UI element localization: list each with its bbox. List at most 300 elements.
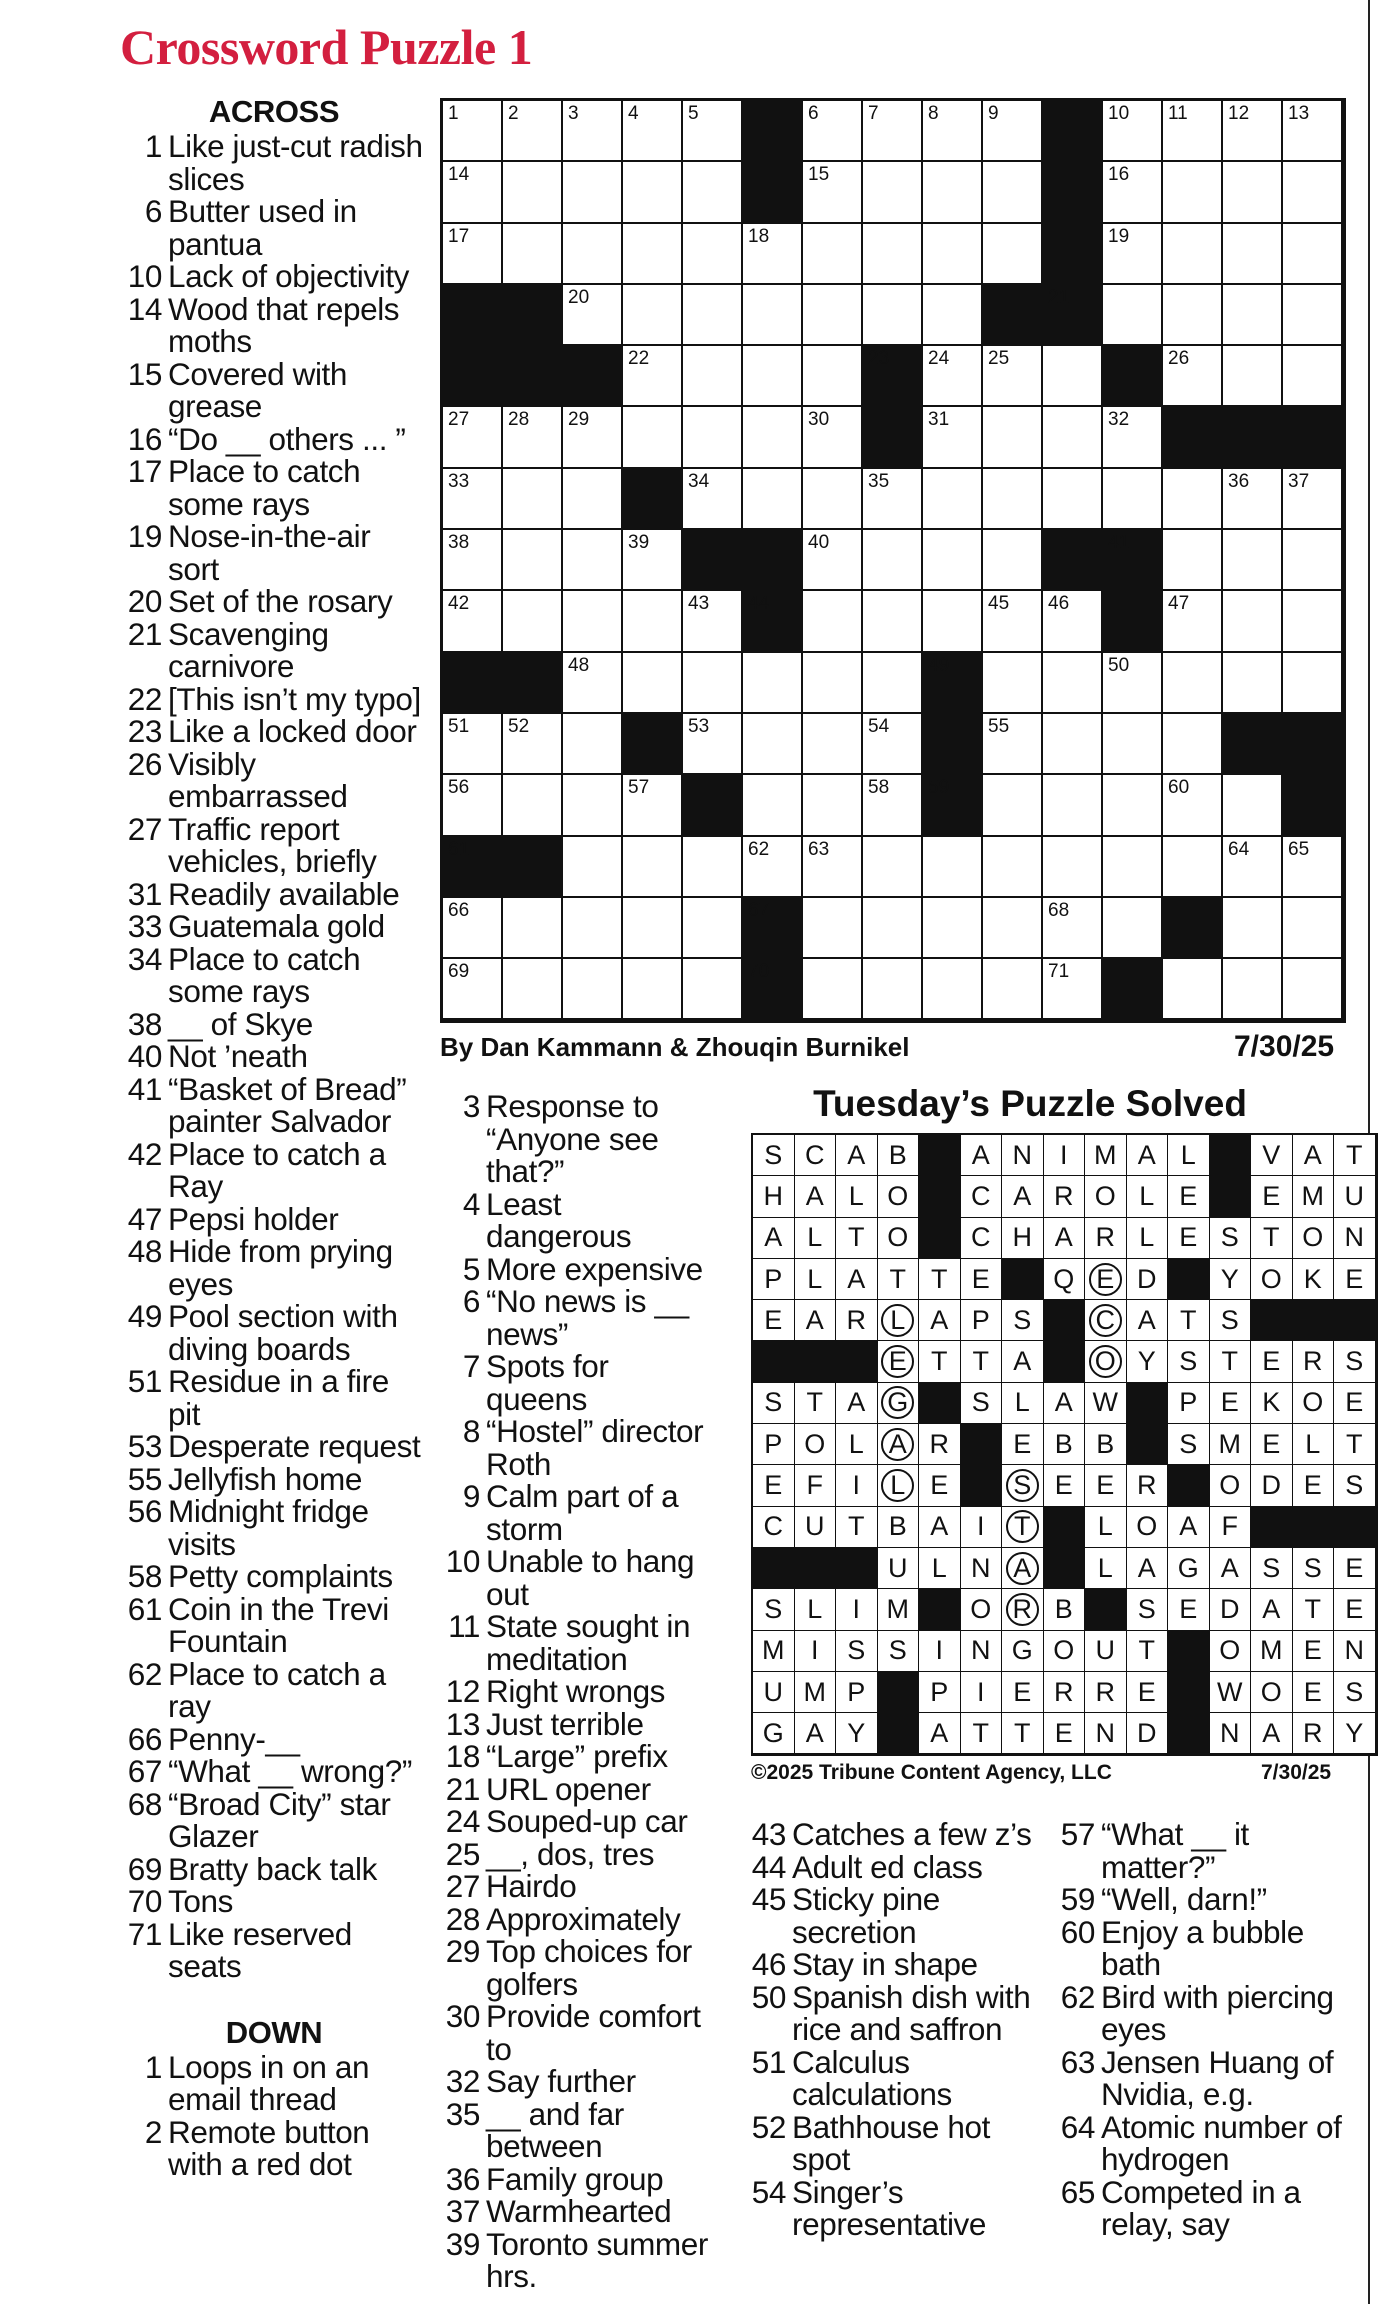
grid-cell[interactable] — [623, 653, 683, 714]
grid-cell[interactable] — [983, 162, 1043, 223]
grid-cell[interactable] — [803, 285, 863, 346]
grid-cell[interactable] — [923, 530, 983, 591]
grid-cell[interactable] — [923, 224, 983, 285]
grid-cell[interactable] — [1043, 898, 1103, 959]
grid-cell[interactable] — [443, 714, 503, 775]
grid-cell[interactable] — [563, 959, 623, 1020]
grid-cell[interactable] — [983, 898, 1043, 959]
solution-cell — [753, 1383, 795, 1424]
grid-cell[interactable] — [863, 959, 923, 1020]
solution-black-square — [1293, 1300, 1335, 1341]
grid-cell[interactable] — [623, 898, 683, 959]
clue-text: Say further — [486, 2063, 636, 2099]
grid-cell[interactable] — [983, 591, 1043, 652]
clue — [748, 2173, 1048, 2242]
grid-cell[interactable] — [443, 469, 503, 530]
grid-cell[interactable] — [503, 775, 563, 836]
solution-cell — [1293, 1589, 1335, 1630]
clue-text: “What __ it matter?” — [1101, 1816, 1249, 1885]
grid-cell[interactable] — [1223, 101, 1283, 162]
clue — [124, 1755, 424, 1788]
clue-number: 4 — [462, 1185, 480, 1222]
grid-cell[interactable] — [1043, 959, 1103, 1020]
grid-cell[interactable] — [1103, 837, 1163, 898]
grid-cell[interactable] — [983, 653, 1043, 714]
grid-cell[interactable] — [503, 407, 563, 468]
cell-number: 36 — [1228, 470, 1250, 492]
grid-cell[interactable] — [743, 837, 803, 898]
grid-cell[interactable] — [1043, 837, 1103, 898]
grid-cell[interactable] — [503, 714, 563, 775]
grid-cell[interactable] — [863, 653, 923, 714]
grid-cell[interactable] — [1223, 285, 1283, 346]
solution-letter: A — [1137, 1552, 1156, 1583]
grid-cell[interactable] — [803, 469, 863, 530]
solution-cell — [836, 1507, 878, 1548]
solution-cell — [1127, 1589, 1169, 1630]
clue — [124, 195, 424, 260]
grid-cell[interactable] — [983, 101, 1043, 162]
grid-cell[interactable] — [863, 101, 923, 162]
clue-number: 63 — [1060, 2043, 1095, 2080]
clue-number: 57 — [1060, 1816, 1095, 1852]
clue-text: “Basket of Bread” painter Salvador — [168, 1070, 407, 1139]
grid-cell[interactable] — [803, 407, 863, 468]
grid-cell[interactable] — [683, 653, 743, 714]
grid-cell[interactable] — [1103, 162, 1163, 223]
grid-cell[interactable] — [623, 775, 683, 836]
grid-cell[interactable] — [863, 898, 923, 959]
grid-cell[interactable] — [1223, 224, 1283, 285]
grid-cell[interactable] — [683, 714, 743, 775]
grid-cell[interactable] — [863, 775, 923, 836]
black-square — [1283, 407, 1343, 468]
solution-black-square — [1251, 1507, 1293, 1548]
grid-cell[interactable] — [803, 959, 863, 1020]
solution-cell — [795, 1424, 837, 1465]
clue-text: Right wrongs — [486, 1673, 666, 1709]
grid-cell[interactable] — [623, 530, 683, 591]
grid-cell[interactable] — [623, 285, 683, 346]
grid-cell[interactable] — [563, 162, 623, 223]
solution-letter: P — [971, 1304, 990, 1335]
solution-cell — [1293, 1176, 1335, 1217]
page-title: Crossword Puzzle 1 — [120, 19, 533, 75]
grid-cell[interactable] — [803, 653, 863, 714]
grid-cell[interactable] — [1223, 591, 1283, 652]
solution-letter: V — [1262, 1139, 1281, 1170]
cell-number: 51 — [448, 715, 470, 737]
clue-number: 41 — [127, 1070, 162, 1107]
solution-letter: P — [1179, 1387, 1198, 1418]
solution-letter: L — [1097, 1511, 1113, 1542]
grid-cell[interactable] — [1103, 653, 1163, 714]
grid-cell[interactable] — [443, 959, 503, 1020]
grid-cell[interactable] — [983, 959, 1043, 1020]
grid-cell[interactable] — [983, 837, 1043, 898]
grid-cell[interactable] — [683, 162, 743, 223]
grid-cell[interactable] — [1163, 224, 1223, 285]
cell-number: 32 — [1108, 409, 1130, 431]
grid-cell[interactable] — [1103, 469, 1163, 530]
solution-letter: I — [976, 1676, 985, 1707]
cell-number: 44 — [748, 593, 770, 615]
solution-letter: U — [1095, 1635, 1115, 1666]
clue — [748, 1948, 1048, 1981]
solution-cell — [836, 1218, 878, 1259]
grid-cell[interactable] — [803, 346, 863, 407]
grid-cell[interactable] — [983, 469, 1043, 530]
clue-number: 47 — [127, 1200, 162, 1237]
black-square — [743, 162, 803, 223]
grid-cell[interactable] — [1043, 714, 1103, 775]
clue-text: [This isn’t my typo] — [168, 680, 421, 717]
clue-text: Wood that repels moths — [168, 290, 400, 359]
grid-cell[interactable] — [803, 530, 863, 591]
grid-cell[interactable] — [983, 714, 1043, 775]
grid-cell[interactable] — [743, 653, 803, 714]
clue-text: “What __ wrong?” — [168, 1753, 412, 1789]
solution-letter: A — [805, 1304, 824, 1335]
grid-cell[interactable] — [1223, 959, 1283, 1020]
solution-black-square — [1334, 1300, 1376, 1341]
solution-cell — [1044, 1135, 1086, 1176]
crossword-grid[interactable] — [440, 98, 1346, 1023]
grid-cell[interactable] — [1163, 714, 1223, 775]
grid-cell[interactable] — [743, 775, 803, 836]
grid-cell[interactable] — [623, 591, 683, 652]
solution-letter: N — [1012, 1139, 1032, 1170]
solution-letter: T — [972, 1717, 989, 1748]
grid-cell[interactable] — [1283, 959, 1343, 1020]
grid-cell[interactable] — [503, 101, 563, 162]
solution-letter: L — [1139, 1180, 1155, 1211]
solution-cell — [1168, 1424, 1210, 1465]
solution-cell — [836, 1259, 878, 1300]
grid-cell[interactable] — [743, 469, 803, 530]
grid-cell[interactable] — [743, 224, 803, 285]
grid-cell[interactable] — [1163, 162, 1223, 223]
grid-cell[interactable] — [1223, 837, 1283, 898]
grid-cell[interactable] — [743, 285, 803, 346]
cell-number: 13 — [1288, 103, 1310, 124]
solution-cell — [1127, 1713, 1169, 1754]
clue-text: Place to catch a ray — [168, 1655, 386, 1724]
grid-cell[interactable] — [923, 959, 983, 1020]
grid-cell[interactable] — [983, 346, 1043, 407]
grid-cell[interactable] — [683, 469, 743, 530]
grid-cell[interactable] — [923, 101, 983, 162]
solution-letter: M — [762, 1635, 785, 1666]
clue-text: Pool section with diving boards — [168, 1298, 398, 1367]
clue-number: 10 — [445, 1543, 480, 1579]
grid-cell[interactable] — [1163, 469, 1223, 530]
grid-cell[interactable] — [1163, 653, 1223, 714]
grid-cell[interactable] — [1283, 898, 1343, 959]
grid-cell[interactable] — [803, 101, 863, 162]
grid-cell[interactable] — [1283, 469, 1343, 530]
grid-cell[interactable] — [1043, 775, 1103, 836]
grid-cell[interactable] — [443, 407, 503, 468]
grid-cell[interactable] — [1043, 407, 1103, 468]
grid-cell[interactable] — [563, 653, 623, 714]
grid-cell[interactable] — [623, 407, 683, 468]
grid-cell[interactable] — [1103, 224, 1163, 285]
clue-number: 51 — [751, 2043, 786, 2080]
grid-cell[interactable] — [683, 224, 743, 285]
solution-letter: Y — [1137, 1346, 1156, 1377]
clue — [1057, 2108, 1357, 2177]
cell-number: 54 — [868, 715, 890, 737]
grid-cell[interactable] — [803, 224, 863, 285]
grid-cell[interactable] — [683, 407, 743, 468]
grid-cell[interactable] — [503, 224, 563, 285]
grid-cell[interactable] — [563, 837, 623, 898]
copyright: ©2025 Tribune Content Agency, LLC — [751, 1761, 1112, 1784]
clue-number: 27 — [445, 1868, 480, 1904]
solution-letter: E — [1054, 1470, 1073, 1501]
grid-cell[interactable] — [683, 101, 743, 162]
grid-cell[interactable] — [863, 837, 923, 898]
solution-letter: T — [1263, 1222, 1280, 1253]
solution-cell — [1210, 1589, 1252, 1630]
grid-cell[interactable] — [803, 714, 863, 775]
solution-cell — [878, 1218, 920, 1259]
black-square — [1163, 407, 1223, 468]
solution-cell — [1085, 1218, 1127, 1259]
grid-cell[interactable] — [1043, 653, 1103, 714]
grid-cell[interactable] — [623, 346, 683, 407]
solution-letter: H — [1012, 1222, 1032, 1253]
clue-number: 37 — [445, 2193, 480, 2229]
solution-cell — [1334, 1672, 1376, 1713]
grid-cell[interactable] — [623, 224, 683, 285]
grid-cell[interactable] — [563, 285, 623, 346]
grid-cell[interactable] — [443, 530, 503, 591]
grid-cell[interactable] — [1223, 775, 1283, 836]
grid-cell[interactable] — [863, 224, 923, 285]
grid-cell[interactable] — [1103, 898, 1163, 959]
grid-cell[interactable] — [1283, 591, 1343, 652]
grid-cell[interactable] — [503, 162, 563, 223]
grid-cell[interactable] — [923, 285, 983, 346]
grid-cell[interactable] — [443, 101, 503, 162]
grid-cell[interactable] — [743, 346, 803, 407]
grid-cell[interactable] — [1223, 469, 1283, 530]
grid-cell[interactable] — [983, 530, 1043, 591]
grid-cell[interactable] — [1223, 653, 1283, 714]
grid-cell[interactable] — [863, 469, 923, 530]
clue — [442, 1740, 712, 1773]
clue-number: 12 — [445, 1673, 480, 1709]
grid-cell[interactable] — [803, 162, 863, 223]
grid-cell[interactable] — [803, 591, 863, 652]
solution-letter: L — [1014, 1387, 1030, 1418]
grid-cell[interactable] — [863, 591, 923, 652]
grid-cell[interactable] — [563, 714, 623, 775]
clue — [124, 260, 424, 293]
grid-cell[interactable] — [743, 407, 803, 468]
grid-cell[interactable] — [1103, 407, 1163, 468]
grid-cell[interactable] — [923, 837, 983, 898]
grid-cell[interactable] — [503, 898, 563, 959]
grid-cell[interactable] — [623, 101, 683, 162]
grid-cell[interactable] — [503, 591, 563, 652]
grid-cell[interactable] — [443, 775, 503, 836]
solution-cell — [1044, 1176, 1086, 1217]
grid-cell[interactable] — [983, 224, 1043, 285]
grid-cell[interactable] — [863, 162, 923, 223]
grid-cell[interactable] — [803, 775, 863, 836]
grid-cell[interactable] — [1163, 837, 1223, 898]
clue-text: Covered with grease — [168, 355, 348, 424]
grid-cell[interactable] — [743, 714, 803, 775]
grid-cell[interactable] — [1163, 285, 1223, 346]
clue-number: 65 — [1060, 2173, 1095, 2210]
solution-cell — [1002, 1341, 1044, 1382]
solution-cell — [1002, 1507, 1044, 1548]
grid-cell[interactable] — [923, 407, 983, 468]
grid-cell[interactable] — [1223, 162, 1283, 223]
cell-number: 66 — [448, 899, 470, 921]
solution-cell — [919, 1548, 961, 1589]
grid-cell[interactable] — [443, 591, 503, 652]
clue-text: Competed in a relay, say — [1101, 2173, 1301, 2242]
solution-letter: K — [1303, 1263, 1322, 1294]
grid-cell[interactable] — [623, 837, 683, 898]
grid-cell[interactable] — [1163, 959, 1223, 1020]
grid-cell[interactable] — [1283, 224, 1343, 285]
grid-cell[interactable] — [503, 959, 563, 1020]
grid-cell[interactable] — [983, 407, 1043, 468]
solution-cell — [1127, 1465, 1169, 1506]
grid-cell[interactable] — [863, 714, 923, 775]
cell-number: 62 — [748, 838, 770, 860]
grid-cell[interactable] — [1283, 837, 1343, 898]
grid-cell[interactable] — [683, 837, 743, 898]
grid-cell[interactable] — [863, 285, 923, 346]
grid-cell[interactable] — [923, 346, 983, 407]
grid-cell[interactable] — [683, 959, 743, 1020]
grid-cell[interactable] — [1283, 101, 1343, 162]
grid-cell[interactable] — [563, 407, 623, 468]
grid-cell[interactable] — [803, 837, 863, 898]
grid-cell[interactable] — [443, 898, 503, 959]
clue — [124, 745, 424, 814]
cell-number: 7 — [868, 103, 879, 124]
grid-cell[interactable] — [683, 591, 743, 652]
grid-cell[interactable] — [683, 898, 743, 959]
grid-cell[interactable] — [563, 530, 623, 591]
grid-cell[interactable] — [923, 469, 983, 530]
solution-cell — [795, 1465, 837, 1506]
grid-cell[interactable] — [863, 530, 923, 591]
grid-cell[interactable] — [1283, 162, 1343, 223]
grid-cell[interactable] — [443, 224, 503, 285]
clue-number: 56 — [127, 1493, 162, 1529]
grid-cell[interactable] — [563, 469, 623, 530]
clue-number: 51 — [127, 1363, 162, 1399]
grid-cell[interactable] — [503, 530, 563, 591]
clue — [124, 1460, 424, 1497]
grid-cell[interactable] — [1043, 591, 1103, 652]
grid-cell[interactable] — [1163, 530, 1223, 591]
solution-cell — [1210, 1383, 1252, 1424]
grid-cell[interactable] — [563, 591, 623, 652]
grid-cell[interactable] — [1163, 775, 1223, 836]
grid-cell[interactable] — [803, 898, 863, 959]
grid-cell[interactable] — [623, 162, 683, 223]
byline: By Dan Kammann & Zhouqin Burnikel — [440, 1032, 910, 1062]
grid-cell[interactable] — [1043, 346, 1103, 407]
solution-black-square — [1293, 1507, 1335, 1548]
grid-cell[interactable] — [1043, 469, 1103, 530]
grid-cell[interactable] — [1103, 714, 1163, 775]
grid-cell[interactable] — [1283, 653, 1343, 714]
clue-number: 58 — [127, 1558, 162, 1594]
solution-cell — [1002, 1713, 1044, 1754]
grid-cell[interactable] — [1163, 591, 1223, 652]
solution-letter: B — [1054, 1593, 1073, 1624]
solution-letter: K — [1262, 1387, 1281, 1418]
grid-cell[interactable] — [563, 898, 623, 959]
solution-letter: E — [764, 1470, 783, 1501]
grid-cell[interactable] — [923, 898, 983, 959]
grid-cell[interactable] — [1283, 285, 1343, 346]
cell-number: 3 — [568, 103, 579, 124]
grid-cell[interactable] — [1103, 775, 1163, 836]
grid-cell[interactable] — [983, 775, 1043, 836]
grid-cell[interactable] — [1163, 101, 1223, 162]
clue-number: 50 — [751, 1978, 786, 2015]
grid-cell[interactable] — [1223, 898, 1283, 959]
solution-cell — [1251, 1135, 1293, 1176]
grid-cell[interactable] — [923, 591, 983, 652]
clue-text: Scavenging carnivore — [168, 615, 329, 684]
solution-cell — [919, 1341, 961, 1382]
clue — [442, 1805, 712, 1838]
grid-cell[interactable] — [1103, 101, 1163, 162]
grid-cell[interactable] — [923, 162, 983, 223]
grid-cell[interactable] — [1223, 530, 1283, 591]
clue — [124, 1885, 424, 1918]
cell-number: 30 — [808, 409, 830, 431]
solution-black-square — [795, 1341, 837, 1382]
grid-cell[interactable] — [563, 224, 623, 285]
grid-cell[interactable] — [563, 775, 623, 836]
grid-cell[interactable] — [683, 346, 743, 407]
grid-cell[interactable] — [1163, 346, 1223, 407]
solution-cell — [1251, 1713, 1293, 1754]
grid-cell[interactable] — [563, 101, 623, 162]
solution-cell — [1168, 1176, 1210, 1217]
grid-cell[interactable] — [683, 285, 743, 346]
solution-cell — [1251, 1424, 1293, 1465]
solution-cell — [919, 1672, 961, 1713]
solution-cell — [1085, 1176, 1127, 1217]
grid-cell[interactable] — [443, 162, 503, 223]
grid-cell[interactable] — [503, 469, 563, 530]
grid-cell[interactable] — [1283, 346, 1343, 407]
grid-cell[interactable] — [1283, 530, 1343, 591]
grid-cell[interactable] — [1103, 285, 1163, 346]
clue-number: 30 — [445, 1998, 480, 2034]
cell-number: 52 — [508, 715, 530, 737]
grid-cell[interactable] — [623, 959, 683, 1020]
solution-cell — [961, 1589, 1003, 1630]
solution-cell — [878, 1631, 920, 1672]
grid-cell[interactable] — [1223, 346, 1283, 407]
